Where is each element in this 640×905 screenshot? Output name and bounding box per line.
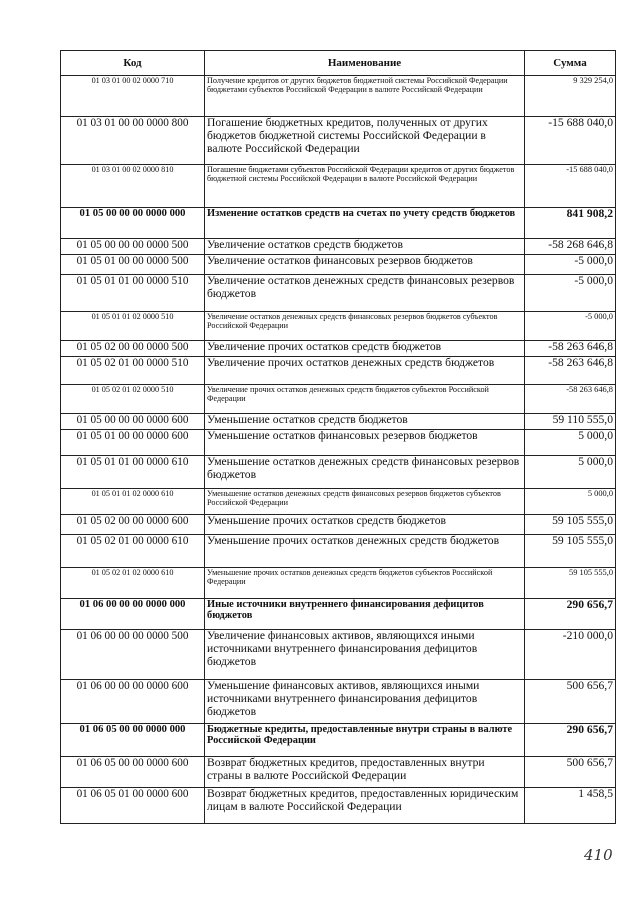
row-code: 01 05 02 01 02 0000 610 [61,568,205,599]
row-code: 01 06 00 00 00 0000 500 [61,630,205,680]
row-sum: 5 000,0 [525,489,616,515]
row-code: 01 05 02 00 00 0000 500 [61,341,205,357]
table-row [61,208,616,239]
row-name: Увеличение прочих остатков средств бюджетов [205,341,525,357]
row-sum: -15 688 040,0 [525,165,616,208]
row-sum: -5 000,0 [525,312,616,341]
row-name: Уменьшение остатков денежных средств финансовых резервов бюджетов субъектов Российской Федерации [205,489,525,515]
row-sum: -210 000,0 [525,630,616,680]
row-name: Увеличение прочих остатков денежных средств бюджетов [205,357,525,385]
table-row [61,489,616,515]
row-code: 01 05 01 01 00 0000 610 [61,456,205,489]
row-sum: 59 105 555,0 [525,568,616,599]
row-name: Уменьшение остатков средств бюджетов [205,414,525,430]
row-name: Уменьшение остатков денежных средств финансовых резервов бюджетов [205,456,525,489]
row-code: 01 05 00 00 00 0000 500 [61,239,205,255]
row-code: 01 03 01 00 02 0000 710 [61,76,205,117]
row-code: 01 06 05 00 00 0000 000 [61,724,205,757]
row-code: 01 06 05 01 00 0000 600 [61,788,205,824]
row-name: Увеличение остатков денежных средств финансовых резервов бюджетов [205,275,525,312]
row-name: Увеличение прочих остатков денежных средств бюджетов субъектов Российской Федерации [205,385,525,414]
row-name: Погашение бюджетами субъектов Российской Федерации кредитов от других бюджетов бюджетной системы Российской Федерации в валюте Российской Федерации [205,165,525,208]
row-name: Увеличение финансовых активов, являющихся иными источниками внутреннего финансирования дефицитов бюджетов [205,630,525,680]
header-name: Наименование [205,51,525,76]
table-row [61,630,616,680]
header-sum: Сумма [525,51,616,76]
row-code: 01 03 01 00 02 0000 810 [61,165,205,208]
table-row [61,599,616,630]
table-header-row [61,51,616,76]
row-name: Увеличение остатков средств бюджетов [205,239,525,255]
header-code: Код [61,51,205,76]
row-code: 01 05 02 01 00 0000 510 [61,357,205,385]
row-name: Уменьшение прочих остатков средств бюджетов [205,515,525,535]
row-sum: 841 908,2 [525,208,616,239]
row-name: Возврат бюджетных кредитов, предоставленных юридическим лицам в валюте Российской Федерации [205,788,525,824]
row-name: Погашение бюджетных кредитов, полученных от других бюджетов бюджетной системы Российской Федерации в валюте Российской Федерации [205,117,525,165]
row-name: Увеличение остатков финансовых резервов бюджетов [205,255,525,275]
row-sum: -5 000,0 [525,275,616,312]
row-code: 01 06 00 00 00 0000 000 [61,599,205,630]
row-code: 01 05 01 00 00 0000 600 [61,430,205,456]
row-sum: 59 105 555,0 [525,535,616,568]
row-code: 01 03 01 00 00 0000 800 [61,117,205,165]
page-number: 410 [584,846,613,864]
row-name: Увеличение остатков денежных средств финансовых резервов бюджетов субъектов Российской Федерации [205,312,525,341]
row-code: 01 06 05 00 00 0000 600 [61,757,205,788]
row-sum: 5 000,0 [525,430,616,456]
row-sum: 500 656,7 [525,757,616,788]
row-code: 01 05 02 01 02 0000 510 [61,385,205,414]
table-row [61,788,616,824]
row-sum: -15 688 040,0 [525,117,616,165]
table-row [61,568,616,599]
row-sum: 1 458,5 [525,788,616,824]
table-row [61,76,616,117]
row-code: 01 05 02 00 00 0000 600 [61,515,205,535]
row-name: Возврат бюджетных кредитов, предоставленных внутри страны в валюте Российской Федерации [205,757,525,788]
row-code: 01 05 01 01 00 0000 510 [61,275,205,312]
table-row [61,456,616,489]
row-name: Бюджетные кредиты, предоставленные внутри страны в валюте Российской Федерации [205,724,525,757]
budget-sources-table [60,50,616,824]
row-sum: 59 110 555,0 [525,414,616,430]
row-sum: -58 268 646,8 [525,239,616,255]
row-sum: 5 000,0 [525,456,616,489]
row-sum: 9 329 254,0 [525,76,616,117]
row-code: 01 05 00 00 00 0000 600 [61,414,205,430]
table-row [61,515,616,535]
row-sum: 290 656,7 [525,599,616,630]
table-row [61,430,616,456]
row-name: Уменьшение финансовых активов, являющихся иными источниками внутреннего финансирования дефицитов бюджетов [205,680,525,724]
table-row [61,724,616,757]
row-name: Уменьшение прочих остатков денежных средств бюджетов субъектов Российской Федерации [205,568,525,599]
row-name: Уменьшение остатков финансовых резервов бюджетов [205,430,525,456]
row-sum: 290 656,7 [525,724,616,757]
row-code: 01 05 01 01 02 0000 510 [61,312,205,341]
table-row [61,680,616,724]
row-sum: -58 263 646,8 [525,341,616,357]
table-row [61,165,616,208]
table-row [61,535,616,568]
row-sum: -58 263 646,8 [525,357,616,385]
row-name: Изменение остатков средств на счетах по учету средств бюджетов [205,208,525,239]
row-sum: 500 656,7 [525,680,616,724]
table-row [61,757,616,788]
table-row [61,357,616,385]
row-code: 01 05 00 00 00 0000 000 [61,208,205,239]
table-row [61,239,616,255]
row-name: Получение кредитов от других бюджетов бюджетной системы Российской Федерации бюджетами субъектов Российской Федерации в валюте Российской Федерации [205,76,525,117]
table-row [61,341,616,357]
table-row [61,255,616,275]
table-row [61,414,616,430]
row-name: Уменьшение прочих остатков денежных средств бюджетов [205,535,525,568]
row-sum: -5 000,0 [525,255,616,275]
row-sum: -58 263 646,8 [525,385,616,414]
row-code: 01 05 01 01 02 0000 610 [61,489,205,515]
row-name: Иные источники внутреннего финансирования дефицитов бюджетов [205,599,525,630]
table-row [61,117,616,165]
row-code: 01 05 02 01 00 0000 610 [61,535,205,568]
table-row [61,312,616,341]
row-code: 01 05 01 00 00 0000 500 [61,255,205,275]
row-sum: 59 105 555,0 [525,515,616,535]
table-row [61,385,616,414]
table-row [61,275,616,312]
row-code: 01 06 00 00 00 0000 600 [61,680,205,724]
